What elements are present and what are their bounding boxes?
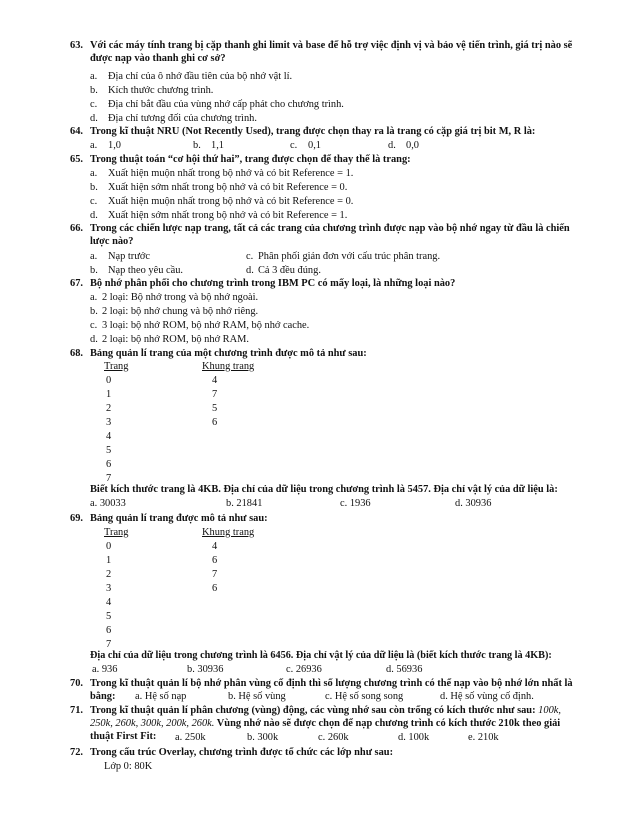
option-64d: d. 0,0 — [388, 140, 419, 151]
table-cell: 7 — [212, 569, 218, 580]
option-63c: c. Địa chỉ bắt đầu của vùng nhớ cấp phát cho chương trình. — [90, 99, 344, 110]
question-number: 63. — [70, 40, 83, 51]
option-71e: e. 210k — [468, 732, 499, 743]
option-69c: c. 26936 — [286, 664, 322, 675]
question-stem: Bảng quản lí trang được mô tả như sau: — [90, 513, 268, 524]
table-cell: 7 — [106, 639, 112, 650]
option-67b: b. 2 loại: bộ nhớ chung và bộ nhớ riêng. — [90, 306, 259, 317]
option-63b: b. Kích thước chương trình. — [90, 85, 214, 96]
table-cell: 0 — [106, 375, 112, 386]
question-stem: Trong kĩ thuật NRU (Not Recently Used), trang được chọn thay ra là trang có cặp giá trị bit M, R là: — [90, 126, 536, 137]
option-68c: c. 1936 — [340, 498, 371, 509]
table-cell: 5 — [106, 611, 112, 622]
table-cell: 1 — [106, 389, 112, 400]
table-cell: 2 — [106, 403, 112, 414]
table-cell: 7 — [212, 389, 218, 400]
option-64c: c. 0,1 — [290, 140, 321, 151]
table-cell: 4 — [212, 375, 218, 386]
table-cell: 7 — [106, 473, 112, 484]
option-67d: d. 2 loại: bộ nhớ ROM, bộ nhớ RAM. — [90, 334, 249, 345]
option-66a: a. Nạp trước — [90, 251, 150, 262]
option-66c: c. Phân phối giản đơn với cấu trúc phân trang. — [246, 251, 441, 262]
table-cell: 4 — [212, 541, 218, 552]
option-63a: a. Địa chỉ của ô nhớ đầu tiên của bộ nhớ vật lí. — [90, 71, 293, 82]
option-71c: c. 260k — [318, 732, 349, 743]
option-67c: c. 3 loại: bộ nhớ ROM, bộ nhớ RAM, bộ nhớ cache. — [90, 320, 310, 331]
table-cell: 3 — [106, 417, 112, 428]
table-cell: 4 — [106, 597, 112, 608]
question-number: 65. — [70, 154, 83, 165]
question-stem: Trong cấu trúc Overlay, chương trình được tổ chức các lớp như sau: — [90, 747, 394, 758]
table-cell: 6 — [212, 555, 218, 566]
overlay-layer-line: Lớp 0: 80K — [104, 761, 153, 772]
question-number: 71. — [70, 705, 83, 716]
question-stem: Bảng quản lí trang của một chương trình được mô tả như sau: — [90, 348, 367, 359]
question-stem: Trong kĩ thuật quản lí phân chương (vùng) động, các vùng nhớ sau còn trống có kích thước như sau: 100k, 250k, 260k, 300k, 200k, 260k. Vùng nhớ nào sẽ được chọn để nạp chương trình có kích thước 210k theo giải thuật First Fit: — [90, 705, 561, 743]
table-header-page: Trang — [104, 361, 129, 372]
option-65b: b. Xuất hiện sớm nhất trong bộ nhớ và có bit Reference = 0. — [90, 182, 348, 193]
question-number: 67. — [70, 278, 83, 289]
table-cell: 6 — [212, 583, 218, 594]
table-cell: 0 — [106, 541, 112, 552]
question-stem: Trong kĩ thuật quản lí bộ nhớ phân vùng cố định thì số lượng chương trình có thể nạp vào bộ nhớ lớn nhất là bằng: — [90, 678, 573, 703]
option-67a: a. 2 loại: Bộ nhớ trong và bộ nhớ ngoài. — [90, 292, 259, 303]
option-64a: a. 1,0 — [90, 140, 121, 151]
question-stem: Bộ nhớ phân phối cho chương trình trong IBM PC có mấy loại, là những loại nào? — [90, 278, 456, 289]
table-cell: 6 — [106, 459, 112, 470]
option-65d: d. Xuất hiện sớm nhất trong bộ nhớ và có bit Reference = 1. — [90, 210, 348, 221]
option-69d: d. 56936 — [386, 664, 423, 675]
question-stem: Trong thuật toán “cơ hội thứ hai”, trang được chọn để thay thế là trang: — [90, 154, 411, 165]
table-cell: 5 — [106, 445, 112, 456]
option-69a: a. 936 — [92, 664, 118, 675]
option-66d: d. Cả 3 đều đúng. — [246, 265, 321, 276]
option-63d: d. Địa chỉ tương đối của chương trình. — [90, 113, 257, 124]
table-cell: 4 — [106, 431, 112, 442]
question-number: 68. — [70, 348, 83, 359]
option-68b: b. 21841 — [226, 498, 263, 509]
option-65c: c. Xuất hiện muộn nhất trong bộ nhớ và có bit Reference = 0. — [90, 196, 354, 207]
question-stem: Trong các chiến lược nạp trang, tất cả các trang của chương trình được nạp vào bộ nhớ ngay từ đầu là chiến lược nào? — [90, 223, 570, 248]
table-cell: 6 — [106, 625, 112, 636]
question-number: 69. — [70, 513, 83, 524]
question-68-prompt: Biết kích thước trang là 4KB. Địa chỉ của dữ liệu trong chương trình là 5457. Địa chỉ vật lý của dữ liệu là: — [90, 484, 558, 495]
option-68d: d. 30936 — [455, 498, 492, 509]
option-70c: c. Hệ số song song — [325, 691, 404, 702]
table-header-page: Trang — [104, 527, 129, 538]
option-70d: d. Hệ số vùng cố định. — [440, 691, 534, 702]
table-cell: 5 — [212, 403, 218, 414]
table-cell: 3 — [106, 583, 112, 594]
option-71d: d. 100k — [398, 732, 430, 743]
table-header-frame: Khung trang — [202, 527, 255, 538]
table-header-frame: Khung trang — [202, 361, 255, 372]
table-cell: 6 — [212, 417, 218, 428]
option-69b: b. 30936 — [187, 664, 224, 675]
question-69-prompt: Địa chỉ của dữ liệu trong chương trình là 6456. Địa chỉ vật lý của dữ liệu là (biết kích thước trang là 4KB): — [90, 650, 552, 661]
option-65a: a. Xuất hiện muộn nhất trong bộ nhớ và có bit Reference = 1. — [90, 168, 354, 179]
option-70a: a. Hệ số nạp — [135, 691, 187, 702]
question-stem: Với các máy tính trang bị cặp thanh ghi limit và base để hỗ trợ việc định vị và bảo vệ tiến trình, giá trị nào sẽ được nạp vào thanh ghi cơ sở? — [90, 40, 573, 65]
option-66b: b. Nạp theo yêu cầu. — [90, 265, 184, 276]
option-70b: b. Hệ số vùng — [228, 691, 286, 702]
option-71b: b. 300k — [247, 732, 279, 743]
question-number: 70. — [70, 678, 83, 689]
option-68a: a. 30033 — [90, 498, 126, 509]
question-number: 66. — [70, 223, 83, 234]
option-64b: b. 1,1 — [193, 140, 224, 151]
question-number: 72. — [70, 747, 83, 758]
table-cell: 1 — [106, 555, 112, 566]
option-71a: a. 250k — [175, 732, 206, 743]
question-number: 64. — [70, 126, 83, 137]
table-cell: 2 — [106, 569, 112, 580]
